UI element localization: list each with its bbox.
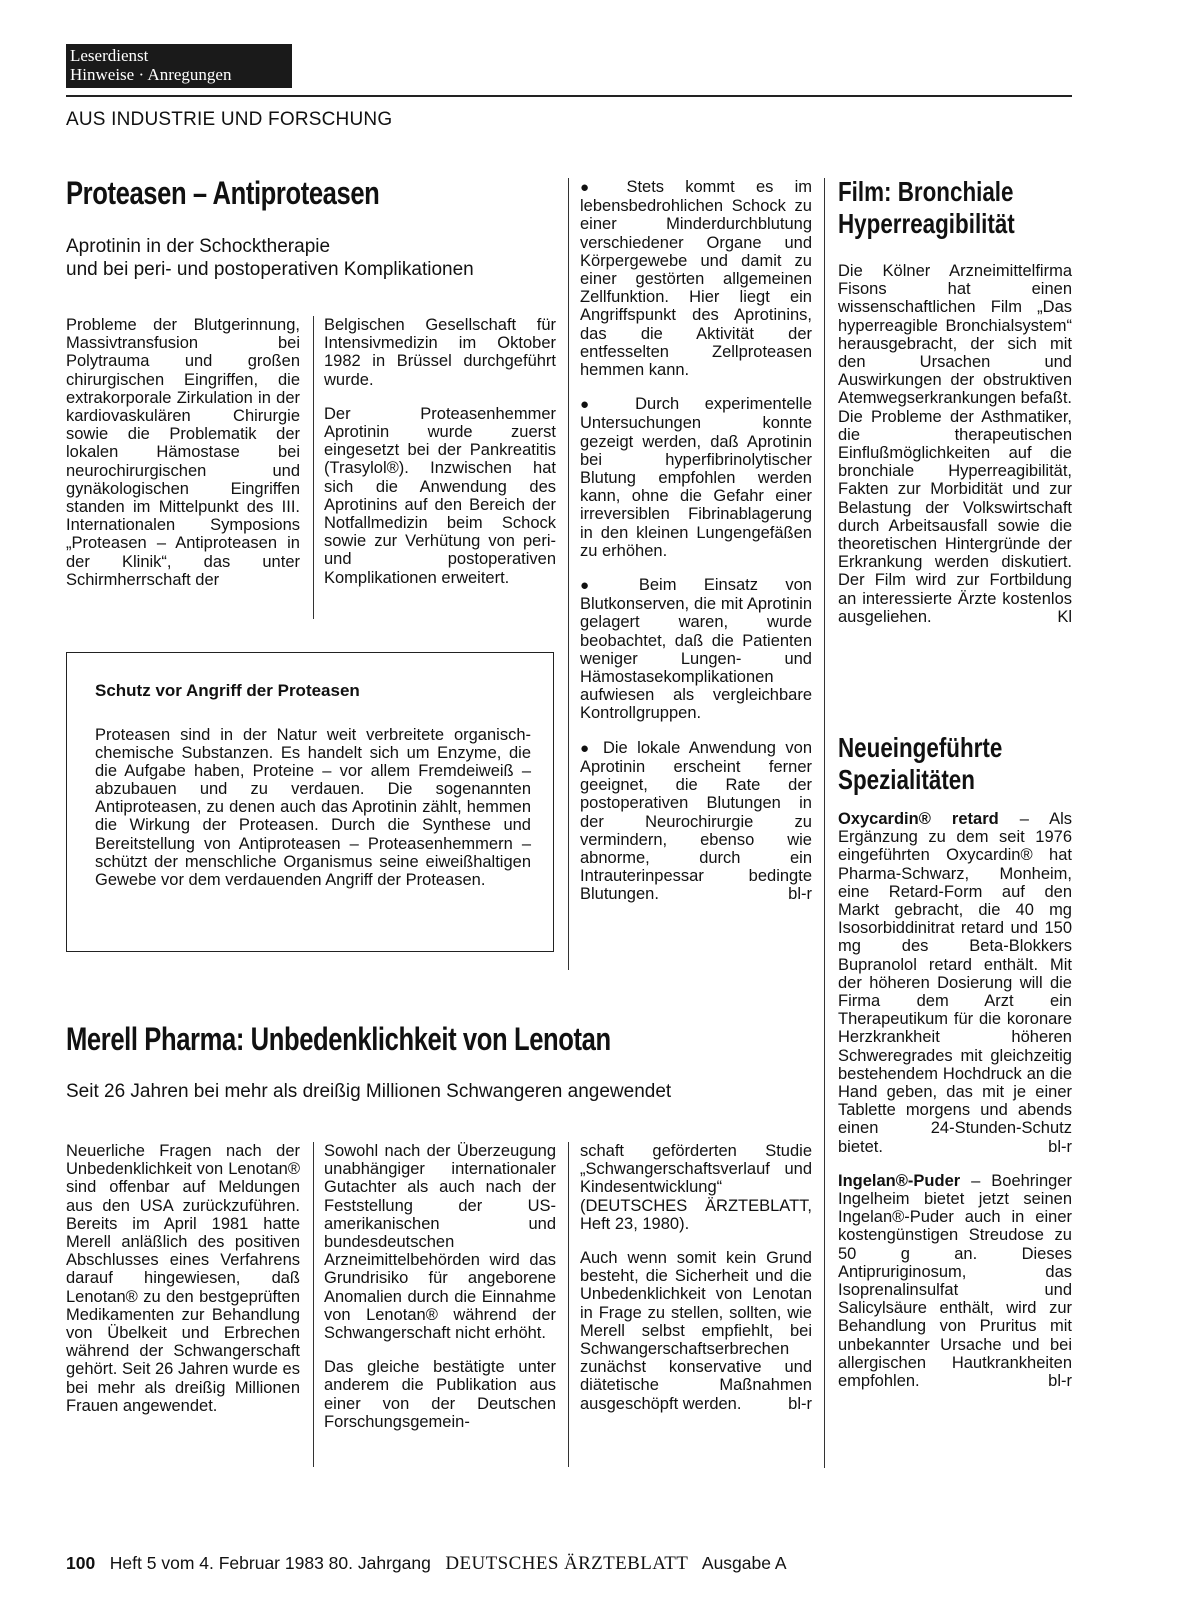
column-divider-right (824, 178, 825, 1468)
oxycardin-lead: Oxycardin® retard (838, 810, 999, 828)
article2-title: Merell Pharma: Unbedenklichkeit von Lenotan (66, 1021, 611, 1057)
article1-subtitle (66, 235, 556, 281)
article1-col3-p3: ● Beim Einsatz von Blutkonserven, die mit Aprotinin gelagert waren, wurde beobachtet, daß die Patienten weniger Lungen- und Hämostasekomplikationen aufwiesen als vergleichbare Kontrollgruppen. (580, 576, 812, 723)
ingelan-paragraph (838, 1172, 1072, 1390)
film-title (838, 176, 1015, 240)
ingelan-signature: bl-r (1048, 1372, 1072, 1391)
article2-column1 (66, 1142, 300, 1415)
column-header-box (66, 44, 292, 88)
header-rule (66, 95, 1072, 97)
article1-col3-p2: ● Durch experimentelle Untersuchungen konnte gezeigt werden, daß Aprotinin bei hyperfibrinolytischer Blutung empfohlen werden kann, ohne die Gefahr einer irreversiblen Fibrinablagerung in den kleinen Lungengefäßen zu erhöhen. (580, 395, 812, 560)
ingelan-text: – Boehringer Ingelheim bietet jetzt seinen Ingelan®-Puder auch in einer kostengünstigen Streudose zu 50 g an. Dieses Antipruriginosum, das Isoprenalinsulfat und Salicylsäure enthält, wird zur Behandlung von Pruritus mit unbekannter Ursache und bei allergischen Hautkrankheiten empfohlen. (838, 1171, 1072, 1391)
article2-col3-p2-wrap (580, 1249, 812, 1413)
film-signature: Kl (1057, 607, 1072, 626)
info-box-title: Schutz vor Angriff der Proteasen (95, 681, 360, 700)
article2-col3-p1: schaft geförderten Studie „Schwangerschaftsverlauf und Kindesentwicklung“ (DEUTSCHES ÄRZTEBLATT, Heft 23, 1980). (580, 1142, 812, 1233)
article1-col2-p2: Der Proteasenhemmer Aprotinin wurde zuerst eingesetzt bei der Pankreatitis (Trasylol®). Inzwischen hat sich die Anwendung des Aprotinins auf den Bereich der Notfallmedizin beim Schock sowie zur Verhütung von peri- und postoperativen Komplikationen erweitert. (324, 404, 556, 587)
article1-signature: bl-r (788, 885, 812, 904)
oxycardin-text: – Als Ergänzung zu dem seit 1976 eingeführten Oxycardin® hat Pharma-Schwarz, Monheim, eine Retard-Form auf den Markt gebracht, die 40 mg Isosorbiddinitrat retard und 150 mg des Beta-Blokkers Bupranolol retard enthält. Mit der höheren Dosierung will die Firma dem Arzt ein Therapeutikum für die koronare Herzkrankheit höheren Schweregrades mit gleichzeitig bestehendem Hochdruck an die Hand geben, das mit je einer Tablette morgens und abends einen 24-Stunden-Schutz bietet. (838, 810, 1073, 1156)
article1-col3-p4: ● Die lokale Anwendung von Aprotinin erscheint ferner geeignet, die Rate der postoperativen Blutungen in der Neurochirurgie zu vermindern, ebenso wie abnorme, durch ein Intrauterinpessar bedingte Blutungen. (580, 739, 812, 904)
article2-signature: bl-r (788, 1394, 812, 1413)
article1-subtitle-line1: Aprotinin in der Schocktherapie (66, 236, 331, 257)
header-box-line1: Leserdienst (70, 46, 149, 65)
article2-col1-text: Neuerliche Fragen nach der Unbedenklichkeit von Lenotan® sind offenbar auf Meldungen aus den USA zurückzuführen. Bereits im April 1981 hatte Merell anläßlich des positiven Abschlusses eines Verfahrens darauf hingewiesen, daß Lenotan® zu den bestgeprüften Medikamenten zur Behandlung von Übelkeit und Erbrechen während der Schwangerschaft gehört. Seit 26 Jahren wurde es bei mehr als dreißig Millionen Frauen angewendet. (66, 1142, 300, 1415)
article2-divider-1 (313, 1142, 314, 1467)
article1-column2 (324, 316, 556, 587)
film-title-line1: Film: Bronchiale (838, 176, 1014, 207)
article1-column-divider (313, 316, 314, 619)
specialties-title (838, 732, 1002, 796)
film-text: Die Kölner Arzneimittelfirma Fisons hat einen wissenschaftlichen Film „Das hyperreagible Bronchialsystem“ herausgebracht, der sich mit den Ursachen und Auswirkungen der obstruktiven Atemwegserkrankungen befaßt. Die Probleme der Asthmatiker, die therapeutischen Einflußmöglichkeiten auf die bronchiale Hyperreagibilität, Fakten zur Morbidität und zur Belastung der Volkswirtschaft durch Arbeitsausfall sowie die theoretischen Hintergründe der Erkrankung werden diskutiert. Der Film wird zur Fortbildung an interessierte Ärzte kostenlos ausgeliehen. (838, 262, 1072, 626)
article2-col2-p2: Das gleiche bestätigte unter anderem die Publikation aus einer von der Deutschen Forschungsgemein- (324, 1358, 556, 1431)
film-text-block (838, 262, 1072, 626)
article2-col3-p2: Auch wenn somit kein Grund besteht, die Sicherheit und die Unbedenklichkeit von Lenotan in Frage zu stellen, sollten, wie Merell selbst empfiehlt, bei Schwangerschaftserbrechen zunächst konservative und diätetische Maßnahmen ausgeschöpft werden. (580, 1249, 812, 1413)
film-text-wrap (838, 262, 1072, 626)
specialties-text-block (838, 810, 1072, 1390)
section-title: AUS INDUSTRIE UND FORSCHUNG (66, 109, 393, 130)
page-number: 100 (66, 1553, 96, 1573)
ingelan-lead: Ingelan®-Puder (838, 1171, 961, 1190)
article1-subtitle-line2: und bei peri- und postoperativen Komplikationen (66, 259, 474, 280)
article1-column1 (66, 316, 300, 589)
specialties-title-line2: Spezialitäten (838, 764, 975, 795)
article2-divider-2 (568, 1142, 569, 1467)
oxycardin-signature: bl-r (1048, 1137, 1072, 1156)
article1-col3-p1: ● Stets kommt es im lebensbedrohlichen Schock zu einer Minderdurchblutung verschiedener Organe und Körpergewebe und damit zu einer gestörten allgemeinen Zellfunktion. Hier liegt ein Angriffspunkt des Aprotinins, das die Aktivität der entfesselten Zellproteasen hemmen kann. (580, 178, 812, 379)
issue-info: Heft 5 vom 4. Februar 1983 80. Jahrgang (109, 1553, 431, 1573)
page-footer (66, 1553, 787, 1575)
specialties-title-line1: Neueingeführte (838, 732, 1003, 763)
article1-title: Proteasen – Antiproteasen (66, 175, 380, 211)
film-title-line2: Hyperreagibilität (838, 208, 1015, 239)
header-box-line2: Hinweise · Anregungen (70, 65, 232, 84)
article2-column2 (324, 1142, 556, 1431)
article1-col3-p4-wrap (580, 739, 812, 904)
edition: Ausgabe A (701, 1553, 787, 1573)
oxycardin-paragraph (838, 810, 1072, 1156)
journal-name: DEUTSCHES ÄRZTEBLATT (445, 1553, 689, 1574)
article2-column3 (580, 1142, 812, 1413)
article1-col1-text: Probleme der Blutgerinnung, Massivtransfusion bei Polytrauma und großen chirurgischen Eingriffen, die extrakorporale Zirkulation in der kardiovaskulären Chirurgie sowie die Problematik der lokalen Hämostase bei neurochirurgischen und gynäkologischen Eingriffen standen im Mittelpunkt des III. Internationalen Symposions „Proteasen – Antiproteasen in der Klinik“, das unter Schirmherrschaft der (66, 316, 300, 589)
column-divider-center (568, 178, 569, 970)
article2-subtitle: Seit 26 Jahren bei mehr als dreißig Millionen Schwangeren angewendet (66, 1081, 672, 1102)
article1-col2-p1: Belgischen Gesellschaft für Intensivmedizin im Oktober 1982 in Brüssel durchgeführt wurde. (324, 316, 556, 389)
article2-col2-p1: Sowohl nach der Überzeugung unabhängiger internationaler Gutachter als auch nach der Feststellung der US-amerikanischen und bundesdeutschen Arzneimittelbehörden wird das Grundrisiko für angeborene Anomalien durch die Einnahme von Lenotan® während der Schwangerschaft nicht erhöht. (324, 1142, 556, 1343)
article1-column3 (580, 178, 812, 904)
info-box-text: Proteasen sind in der Natur weit verbreitete organisch-chemische Substanzen. Es handelt sich um Enzyme, die die Aufgabe haben, Proteine – vor allem Fremdeiweiß – abzubauen und zu verdauen. Die sogenannten Antiproteasen, zu denen auch das Aprotinin zählt, hemmen die Wirkung der Proteasen. Durch die Synthese und Bereitstellung von Antiproteasen – Proteasenhemmern – schützt der menschliche Organismus seine eiweißhaltigen Gewebe vor dem verdauenden Angriff der Proteasen. (95, 726, 531, 889)
